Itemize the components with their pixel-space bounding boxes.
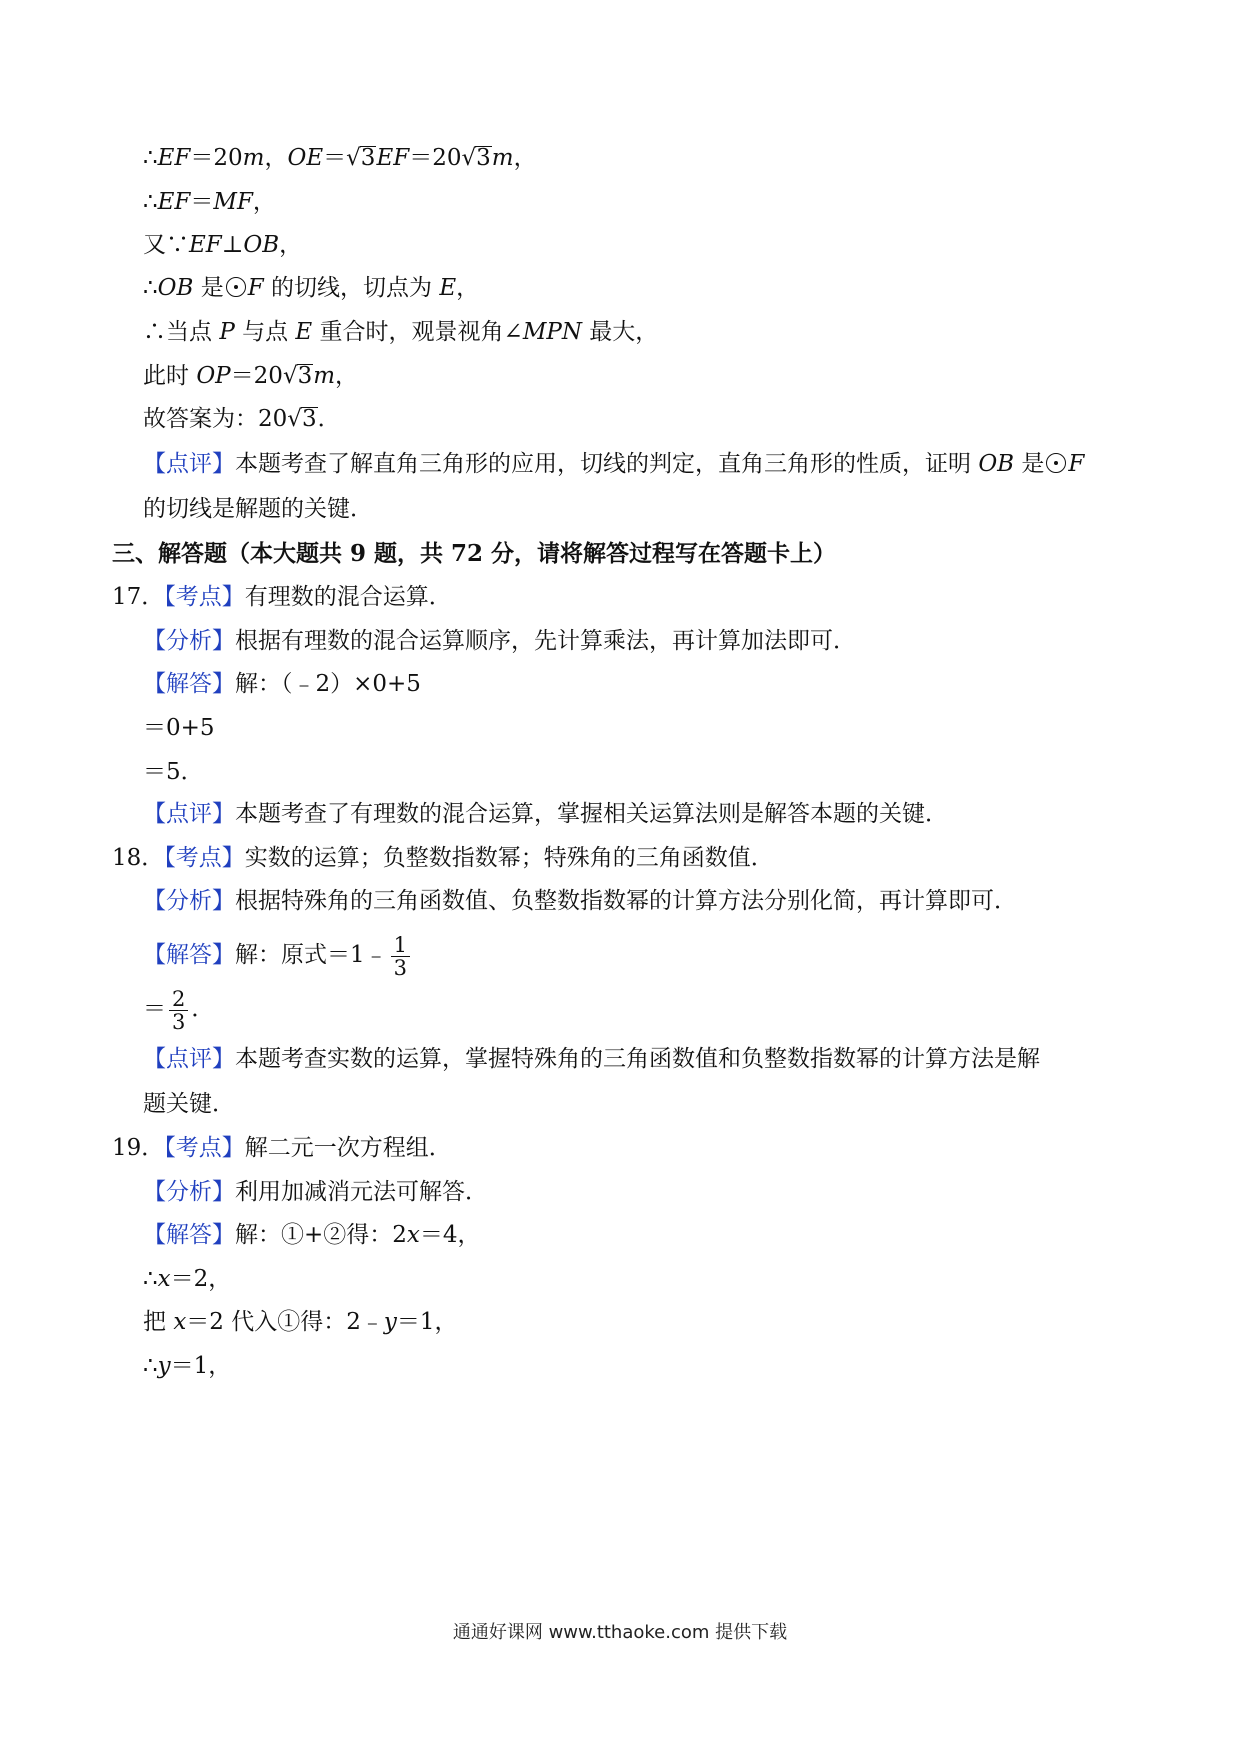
- text: 故答案为：20: [143, 406, 288, 432]
- math-var: EF: [376, 145, 410, 171]
- fenxi-tag: 【分析】: [143, 1179, 235, 1205]
- q17-kaodian: [112, 581, 452, 613]
- therefore-symbol: ∴: [143, 145, 158, 171]
- sqrt-symbol: √: [282, 363, 298, 389]
- text: 重合时，观景视角∠: [312, 319, 523, 345]
- math-var: EF: [189, 232, 222, 258]
- math-var: OB: [978, 451, 1015, 477]
- text: 最大，: [581, 319, 659, 345]
- sqrt-radicand: 3: [297, 363, 313, 389]
- sqrt-symbol: √: [287, 406, 302, 432]
- math-text: ＝20: [409, 145, 462, 171]
- therefore-symbol: ∴: [143, 1353, 158, 1379]
- text: 是: [193, 275, 224, 301]
- text: 是: [1014, 451, 1045, 477]
- q19-fenxi: [143, 1176, 488, 1208]
- q19-jieda: [143, 1219, 481, 1251]
- math-text: ＝20: [230, 363, 283, 389]
- q18-jieda: [143, 932, 413, 978]
- math-var: OE: [287, 145, 324, 171]
- math-text: ＝: [323, 145, 347, 171]
- sqrt-radicand: 3: [301, 406, 317, 432]
- fraction-denominator: 3: [172, 1009, 186, 1034]
- math-var: y: [383, 1309, 397, 1335]
- math-var: m: [242, 145, 265, 171]
- fraction-numerator: 2: [169, 988, 188, 1011]
- solution-line: [143, 360, 358, 392]
- review-line: [143, 448, 1084, 480]
- math-text: ＝4，: [419, 1222, 481, 1248]
- therefore-symbol: ∴: [143, 189, 158, 215]
- jieda-tag: 【解答】: [143, 671, 235, 697]
- text: 与点: [234, 319, 296, 345]
- fraction: [391, 934, 410, 979]
- solution-line: [143, 229, 302, 261]
- punct: ，: [252, 189, 276, 215]
- fenxi-text: 根据有理数的混合运算顺序，先计算乘法，再计算加法即可．: [235, 628, 856, 654]
- punct: ，: [264, 145, 288, 171]
- math-var: OP: [196, 363, 231, 389]
- punct: ，: [456, 275, 480, 301]
- q19-step: [143, 1350, 231, 1382]
- text: 的切线，切点为: [263, 275, 440, 301]
- review-tag: 【点评】: [143, 451, 235, 477]
- math-var: x: [173, 1309, 187, 1335]
- sqrt-radicand: 3: [360, 145, 376, 171]
- therefore-symbol: ∴: [143, 1266, 158, 1292]
- sqrt-symbol: √: [461, 145, 477, 171]
- text: 此时: [143, 363, 197, 389]
- q18-dianping: [143, 1043, 1040, 1075]
- math-var: y: [157, 1353, 171, 1379]
- q19-kaodian: [112, 1132, 452, 1164]
- answer-line: [143, 403, 341, 435]
- math-var: MPN: [522, 319, 582, 345]
- perp-symbol: ⊥: [221, 232, 244, 258]
- dianping-text: 本题考查了有理数的混合运算，掌握相关运算法则是解答本题的关键．: [235, 801, 948, 827]
- dianping-tag: 【点评】: [143, 1046, 235, 1072]
- math-var: m: [313, 363, 336, 389]
- kaodian-text: 有理数的混合运算．: [244, 584, 452, 610]
- math-var: E: [295, 319, 313, 345]
- q19-step: [143, 1306, 458, 1338]
- question-number: 17．: [112, 584, 165, 610]
- q17-fenxi: [143, 625, 856, 657]
- kaodian-text: 解二元一次方程组．: [244, 1135, 452, 1161]
- math-var: m: [491, 145, 514, 171]
- q17-dianping: [143, 798, 948, 830]
- math-text: 又∵: [143, 232, 189, 258]
- jieda-text: 解：（﹣2）×0+5: [235, 671, 421, 697]
- text: ∴当点: [143, 319, 220, 345]
- math-text: ＝1，: [170, 1353, 232, 1379]
- fenxi-text: 利用加减消元法可解答．: [235, 1179, 488, 1205]
- solution-line: [143, 186, 276, 218]
- punct: ，: [513, 145, 537, 171]
- math-var: F: [247, 275, 264, 301]
- text: 把: [143, 1309, 174, 1335]
- q18-step: [143, 986, 214, 1032]
- kaodian-tag: 【考点】: [164, 845, 245, 871]
- math-var: OB: [243, 232, 280, 258]
- q17-step: ＝0+5: [143, 715, 215, 741]
- punct: ，: [335, 363, 359, 389]
- math-var: F: [1068, 451, 1085, 477]
- fraction-numerator: 1: [391, 934, 410, 957]
- q19-step: [143, 1263, 231, 1295]
- math-text: ＝2，: [170, 1266, 232, 1292]
- math-text: ＝: [190, 189, 214, 215]
- kaodian-text: 实数的运算；负整数指数幂；特殊角的三角函数值．: [244, 845, 774, 871]
- question-number: 19．: [112, 1135, 165, 1161]
- section-title: 三、解答题（本大题共 9 题，共 72 分，请将解答过程写在答题卡上）: [112, 540, 837, 567]
- kaodian-tag: 【考点】: [164, 584, 245, 610]
- math-var: E: [439, 275, 457, 301]
- therefore-symbol: ∴: [143, 275, 158, 301]
- q18-kaodian: [112, 842, 774, 874]
- jieda-text: 解：①+②得：2: [235, 1222, 407, 1248]
- math-var: MF: [213, 189, 253, 215]
- math-var: OB: [157, 275, 194, 301]
- kaodian-tag: 【考点】: [164, 1135, 245, 1161]
- q17-jieda: [143, 668, 421, 700]
- jieda-text: 解：原式＝1﹣: [235, 942, 388, 968]
- circle-dot-icon: [226, 277, 246, 297]
- solution-line: [143, 272, 479, 304]
- math-var: EF: [157, 145, 191, 171]
- math-var: x: [406, 1222, 420, 1248]
- math-var: x: [157, 1266, 171, 1292]
- punct: ．: [191, 996, 215, 1022]
- dianping-tag: 【点评】: [143, 801, 235, 827]
- jieda-tag: 【解答】: [143, 1222, 235, 1248]
- math-var: P: [219, 319, 235, 345]
- text: ＝2 代入①得：2﹣: [186, 1309, 384, 1335]
- fenxi-text: 根据特殊角的三角函数值、负整数指数幂的计算方法分别化简，再计算即可．: [235, 888, 1017, 914]
- circle-dot-icon: [1046, 453, 1066, 473]
- fraction-denominator: 3: [393, 955, 408, 980]
- math-text: ＝: [143, 996, 166, 1022]
- math-text: ＝20: [190, 145, 243, 171]
- fenxi-tag: 【分析】: [143, 888, 235, 914]
- solution-line: [143, 316, 658, 348]
- sqrt-radicand: 3: [476, 145, 491, 171]
- math-var: EF: [157, 189, 191, 215]
- punct: ．: [317, 406, 341, 432]
- punct: ，: [279, 232, 303, 258]
- solution-line: [143, 142, 537, 174]
- review-text: 本题考查了解直角三角形的应用，切线的判定，直角三角形的性质，证明: [235, 451, 979, 477]
- sqrt-symbol: √: [346, 145, 361, 171]
- question-number: 18．: [112, 845, 165, 871]
- dianping-text: 本题考查实数的运算，掌握特殊角的三角函数值和负整数指数幂的计算方法是解: [235, 1046, 1040, 1072]
- jieda-tag: 【解答】: [143, 942, 235, 968]
- math-text: ＝1，: [396, 1309, 458, 1335]
- q18-fenxi: [143, 885, 1017, 917]
- fraction: [169, 988, 188, 1033]
- q18-dianping-cont: 题关键．: [143, 1091, 235, 1117]
- review-line-cont: 的切线是解题的关键．: [143, 496, 373, 522]
- fenxi-tag: 【分析】: [143, 628, 235, 654]
- q17-step: ＝5．: [143, 759, 204, 785]
- page-footer: 通通好课网 www.tthaoke.com 提供下载: [452, 1622, 788, 1643]
